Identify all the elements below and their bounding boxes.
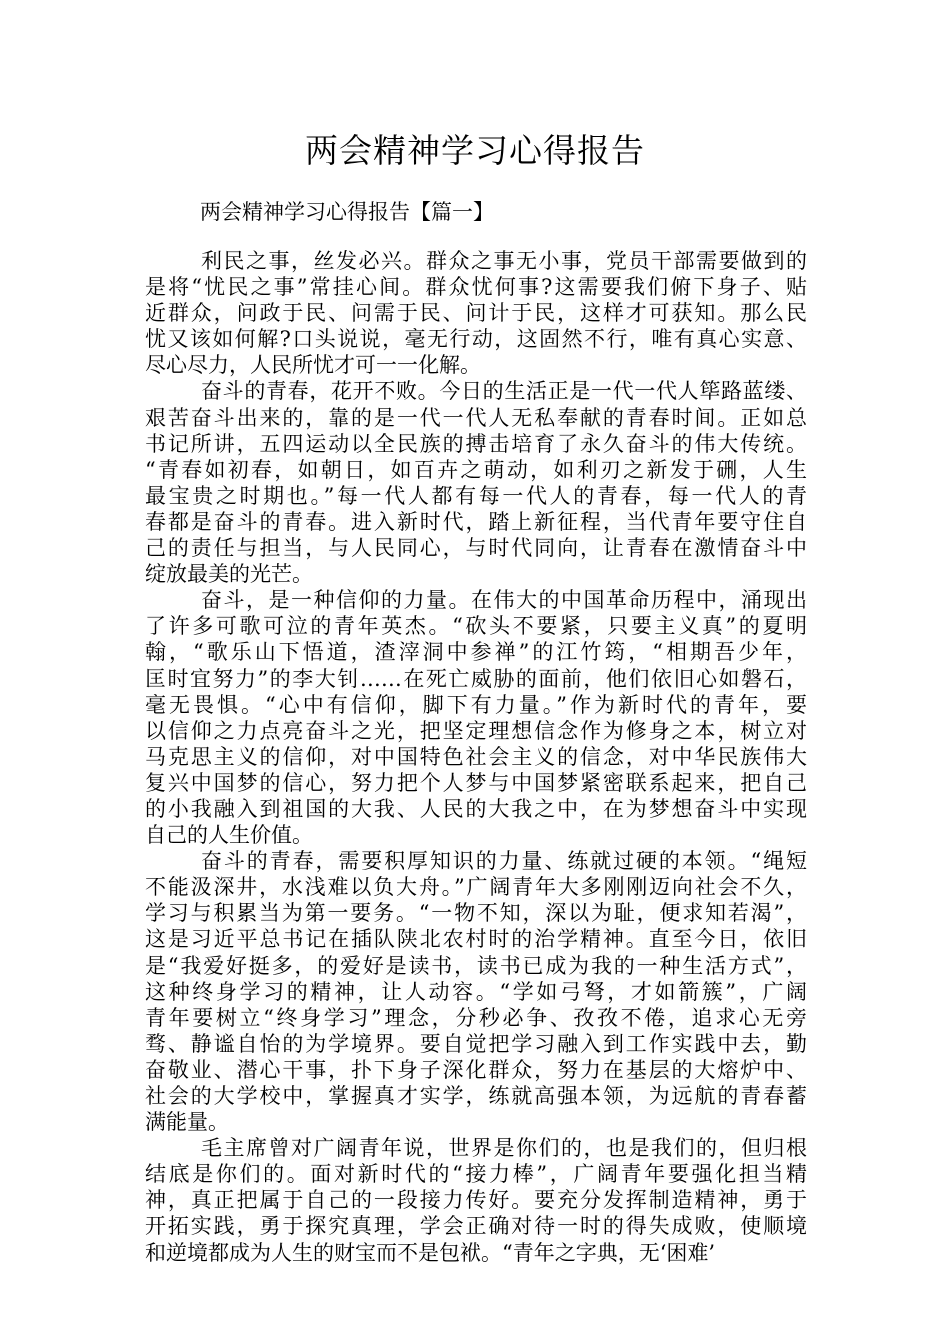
paragraph-line: 社会的大学校中，掌握真才实学，练就高强本领，为远航的青春蓄 <box>145 1084 807 1108</box>
document-title: 两会精神学习心得报告 <box>305 131 645 170</box>
document-body <box>145 248 807 1266</box>
paragraph-line: 翰，“歌乐山下悟道，渣滓洞中参禅”的江竹筠，“相期吾少年， <box>145 640 807 665</box>
paragraph <box>145 248 807 378</box>
paragraph-line: 是将“忧民之事”常挂心间。群众忧何事?这需要我们俯下身子、贴 <box>145 275 807 300</box>
paragraph-line: 了许多可歌可泣的青年英杰。“砍头不要紧，只要主义真”的夏明 <box>145 614 807 639</box>
paragraph-line: 奋敬业、潜心干事，扑下身子深化群众，努力在基层的大熔炉中、 <box>145 1057 807 1082</box>
paragraph-line: 毛主席曾对广阔青年说，世界是你们的，也是我们的，但归根 <box>201 1136 807 1161</box>
paragraph-line: 马克思主义的信仰，对中国特色社会主义的信念，对中华民族伟大 <box>145 744 807 769</box>
paragraph-line: 艰苦奋斗出来的，靠的是一代一代人无私奉献的青春时间。正如总 <box>145 405 807 430</box>
paragraph-line: 不能汲深井，水浅难以负大舟。”广阔青年大多刚刚迈向社会不久， <box>145 875 807 900</box>
paragraph <box>145 848 807 1135</box>
paragraph-line: “青春如初春，如朝日，如百卉之萌动，如利刃之新发于硎，人生 <box>145 457 807 482</box>
paragraph-line: 这种终身学习的精神，让人动容。“学如弓弩，才如箭簇”，广阔 <box>145 979 807 1004</box>
paragraph-line: 神，真正把属于自己的一段接力传好。要充分发挥制造精神，勇于 <box>145 1188 807 1213</box>
paragraph-line: 以信仰之力点亮奋斗之光，把坚定理想信念作为修身之本，树立对 <box>145 718 807 743</box>
paragraph-line: 开拓实践，勇于探究真理，学会正确对待一时的得失成败，使顺境 <box>145 1214 807 1239</box>
paragraph-line: 最宝贵之时期也。”每一代人都有每一代人的青春，每一代人的青 <box>145 483 807 508</box>
paragraph-line: 自己的人生价值。 <box>145 823 313 848</box>
paragraph-line: 绽放最美的光芒。 <box>145 562 313 587</box>
document-subtitle: 两会精神学习心得报告【篇一】 <box>200 200 494 224</box>
paragraph-line: 这是习近平总书记在插队陕北农村时的治学精神。直至今日，依旧 <box>145 927 807 952</box>
paragraph-line: 春都是奋斗的青春。进入新时代，踏上新征程，当代青年要守住自 <box>145 509 807 534</box>
paragraph-line: 毫无畏惧。“心中有信仰，脚下有力量。”作为新时代的青年，要 <box>145 692 807 717</box>
paragraph-line: 学习与积累当为第一要务。“一物不知，深以为耻，便求知若渴”， <box>145 901 807 926</box>
paragraph-line: 是“我爱好挺多，的爱好是读书，读书已成为我的一种生活方式”， <box>145 953 807 978</box>
paragraph-line: 近群众，问政于民、问需于民、问计于民，这样才可获知。那么民 <box>145 301 807 326</box>
paragraph-line: 己的责任与担当，与人民同心，与时代同向，让青春在激情奋斗中 <box>145 536 807 561</box>
paragraph-line: 结底是你们的。面对新时代的“接力棒”，广阔青年要强化担当精 <box>145 1162 807 1187</box>
paragraph-line: 和逆境都成为人生的财宝而不是包袱。“青年之字典，无‘困难’ <box>145 1240 716 1265</box>
paragraph-line: 利民之事，丝发必兴。群众之事无小事，党员干部需要做到的 <box>201 249 807 273</box>
paragraph-line: 的小我融入到祖国的大我、人民的大我之中，在为梦想奋斗中实现 <box>145 796 807 821</box>
paragraph-line: 忧又该如何解?口头说说，毫无行动，这固然不行，唯有真心实意、 <box>145 327 807 352</box>
paragraph-line: 满能量。 <box>145 1110 229 1135</box>
paragraph <box>145 1135 807 1265</box>
paragraph-line: 匡时宜努力”的李大钊……在死亡威胁的面前，他们依旧心如磐石， <box>145 666 807 691</box>
paragraph-line: 奋斗的青春，花开不败。今日的生活正是一代一代人筚路蓝缕、 <box>201 379 807 404</box>
paragraph-line: 书记所讲，五四运动以全民族的搏击培育了永久奋斗的伟大传统。 <box>145 431 807 456</box>
paragraph-line: 奋斗的青春，需要积厚知识的力量、练就过硬的本领。“绳短 <box>201 849 807 874</box>
paragraph-line: 复兴中国梦的信心，努力把个人梦与中国梦紧密联系起来，把自己 <box>145 770 807 795</box>
paragraph-line: 尽心尽力，人民所忧才可一一化解。 <box>145 353 481 378</box>
paragraph-line: 骛、静谧自怡的为学境界。要自觉把学习融入到工作实践中去，勤 <box>145 1031 807 1056</box>
paragraph <box>145 587 807 848</box>
paragraph-line: 青年要树立“终身学习”理念，分秒必争、孜孜不倦，追求心无旁 <box>145 1005 807 1030</box>
paragraph-line: 奋斗，是一种信仰的力量。在伟大的中国革命历程中，涌现出 <box>201 588 807 613</box>
paragraph <box>145 378 807 587</box>
